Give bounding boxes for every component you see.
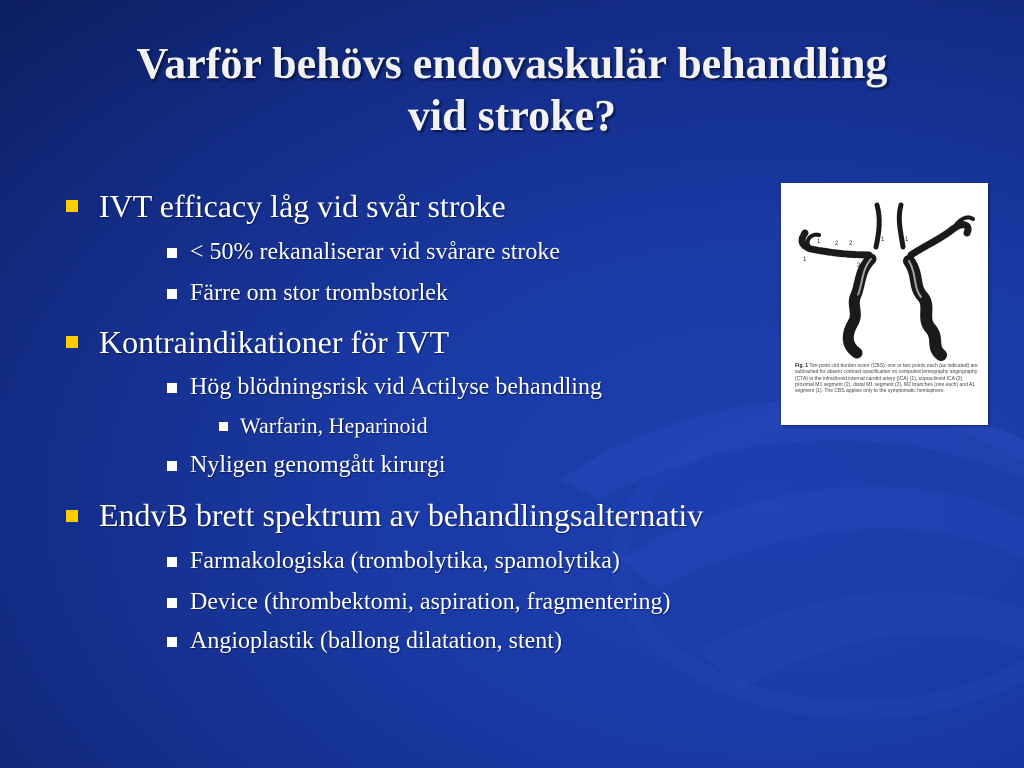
figure-caption-text: Ten-point clot burden score (CBS): one or two points each (as indicated) are subtracted for absent contrast opacification on computed tomography angiography (CTA) in the infraclinoid internal carotid artery (ICA) (1), supraclinoid ICA (2), proximal M1 segment (2), distal M1 segment (2), M2 branches (one each) and A1 segment (1). The CBS applies only to the symptomatic hemisphere. <box>795 363 978 395</box>
figure-label: Fig. 1 <box>795 363 809 369</box>
figure-number: 2 <box>849 241 853 247</box>
bullet-l2: Device (thrombektomi, aspiration, fragmentering) <box>190 589 671 615</box>
bullet-l3: Warfarin, Heparinoid <box>240 413 428 438</box>
figure-number: 1 <box>817 239 821 245</box>
title-line-1: Varför behövs endovaskulär behandling <box>136 39 888 88</box>
bullet-marker-yellow <box>66 200 78 212</box>
bullet-l2: Angioplastik (ballong dilatation, stent) <box>190 628 562 654</box>
bullet-marker-white <box>167 637 177 647</box>
bullet-marker-yellow <box>66 510 78 522</box>
figure-number: 2 <box>857 263 861 269</box>
bullet-l1: IVT efficacy låg vid svår stroke <box>99 188 506 224</box>
cerebral-artery-illustration <box>781 183 988 363</box>
bullet-l2: Farmakologiska (trombolytika, spamolytika) <box>190 548 620 574</box>
figure-number: 1 <box>803 257 807 263</box>
figure-number: 1 <box>857 295 861 301</box>
figure-number: 1 <box>881 237 885 243</box>
bullet-marker-white <box>167 461 177 471</box>
bullet-marker-white <box>167 289 177 299</box>
bullet-l2: Färre om stor trombstorlek <box>190 280 448 306</box>
bullet-marker-white <box>219 422 228 431</box>
bullet-marker-white <box>167 557 177 567</box>
bullet-marker-white <box>167 383 177 393</box>
bullet-l1: Kontraindikationer för IVT <box>99 324 450 360</box>
figure-number: 2 <box>835 241 839 247</box>
bullet-marker-yellow <box>66 336 78 348</box>
bullet-l2: Hög blödningsrisk vid Actilyse behandling <box>190 374 602 400</box>
bullet-marker-white <box>167 598 177 608</box>
figure-caption <box>795 363 979 394</box>
bullet-l2: Nyligen genomgått kirurgi <box>190 452 446 478</box>
title-line-2: vid stroke? <box>407 91 617 140</box>
bullet-l1: EndvB brett spektrum av behandlingsalternativ <box>99 497 704 533</box>
bullet-marker-white <box>167 248 177 258</box>
vessel-diagram-figure <box>781 183 988 425</box>
bullet-l2: < 50% rekanaliserar vid svårare stroke <box>190 239 561 265</box>
figure-number: 1 <box>905 237 909 243</box>
